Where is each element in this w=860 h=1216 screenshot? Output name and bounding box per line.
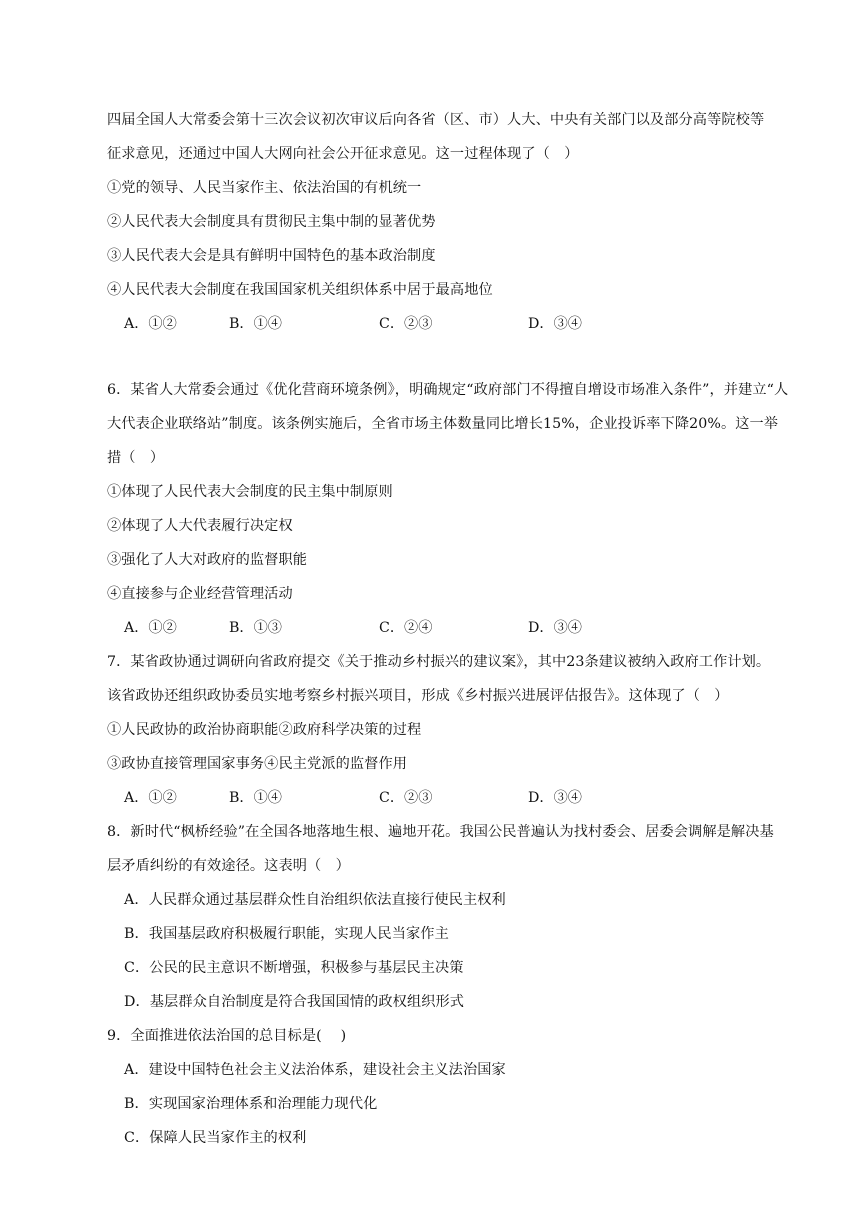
q8-stem-line-1: 8．新时代“枫桥经验”在全国各地落地生根、遍地开花。我国公民普遍认为找村委会、居委会调解是解决基 xyxy=(107,824,774,840)
q9-option-a: A．建设中国特色社会主义法治体系，建设社会主义法治国家 xyxy=(124,1062,506,1078)
q7-stem-line-2: 该省政协还组织政协委员实地考察乡村振兴项目，形成《乡村振兴进展评估报告》。这体现了（ ） xyxy=(107,688,729,704)
q6-option-a: A．①② xyxy=(124,620,177,636)
q6-option-b: B．①③ xyxy=(229,620,282,636)
q8-option-a: A．人民群众通过基层群众性自治组织依法直接行使民主权利 xyxy=(124,892,506,908)
q5-option-c: C．②③ xyxy=(379,316,433,332)
q8-option-d: D．基层群众自治制度是符合我国国情的政权组织形式 xyxy=(124,994,465,1010)
q6-item-2: ②体现了人大代表履行决定权 xyxy=(107,518,293,534)
q7-option-a: A．①② xyxy=(124,790,177,806)
q6-item-3: ③强化了人大对政府的监督职能 xyxy=(107,552,308,568)
q7-item-1: ①人民政协的政治协商职能②政府科学决策的过程 xyxy=(107,722,422,738)
q5-item-3: ③人民代表大会是具有鲜明中国特色的基本政治制度 xyxy=(107,248,436,264)
q8-option-b: B．我国基层政府积极履行职能，实现人民当家作主 xyxy=(124,926,449,942)
q5-item-4: ④人民代表大会制度在我国国家机关组织体系中居于最高地位 xyxy=(107,282,493,298)
q5-option-d: D．③④ xyxy=(528,316,582,332)
q8-stem-line-2: 层矛盾纠纷的有效途径。这表明（ ） xyxy=(107,858,350,874)
q7-item-2: ③政协直接管理国家事务④民主党派的监督作用 xyxy=(107,756,408,772)
q6-item-4: ④直接参与企业经营管理活动 xyxy=(107,586,293,602)
q9-stem: 9．全面推进依法治国的总目标是( ) xyxy=(107,1028,347,1044)
q7-option-d: D．③④ xyxy=(528,790,582,806)
q5-option-b: B．①④ xyxy=(229,316,282,332)
q5-item-1: ①党的领导、人民当家作主、依法治国的有机统一 xyxy=(107,180,422,196)
q7-option-c: C．②③ xyxy=(379,790,433,806)
q7-stem-line-1: 7．某省政协通过调研向省政府提交《关于推动乡村振兴的建议案》，其中23条建议被纳入政府工作计划。 xyxy=(107,654,771,670)
q6-stem-line-1: 6．某省人大常委会通过《优化营商环境条例》，明确规定“政府部门不得擅自增设市场准入条件”，并建立“人 xyxy=(107,382,789,398)
q7-option-b: B．①④ xyxy=(229,790,282,806)
q5-option-a: A．①② xyxy=(124,316,177,332)
q9-option-c: C．保障人民当家作主的权利 xyxy=(124,1130,307,1146)
q6-option-d: D．③④ xyxy=(528,620,582,636)
q6-item-1: ①体现了人民代表大会制度的民主集中制原则 xyxy=(107,484,393,500)
q9-option-b: B．实现国家治理体系和治理能力现代化 xyxy=(124,1096,378,1112)
q5-stem-line-2: 征求意见，还通过中国人大网向社会公开征求意见。这一过程体现了（ ） xyxy=(107,146,579,162)
q8-option-c: C．公民的民主意识不断增强，积极参与基层民主决策 xyxy=(124,960,464,976)
q6-option-c: C．②④ xyxy=(379,620,433,636)
q6-stem-line-3: 措（ ） xyxy=(107,450,165,466)
q6-stem-line-2: 大代表企业联络站”制度。该条例实施后，全省市场主体数量同比增长15%，企业投诉率下降20%。这一举 xyxy=(107,416,779,432)
q5-item-2: ②人民代表大会制度具有贯彻民主集中制的显著优势 xyxy=(107,214,436,230)
q5-stem-line-1: 四届全国人大常委会第十三次会议初次审议后向各省（区、市）人大、中央有关部门以及部分高等院校等 xyxy=(107,112,765,128)
